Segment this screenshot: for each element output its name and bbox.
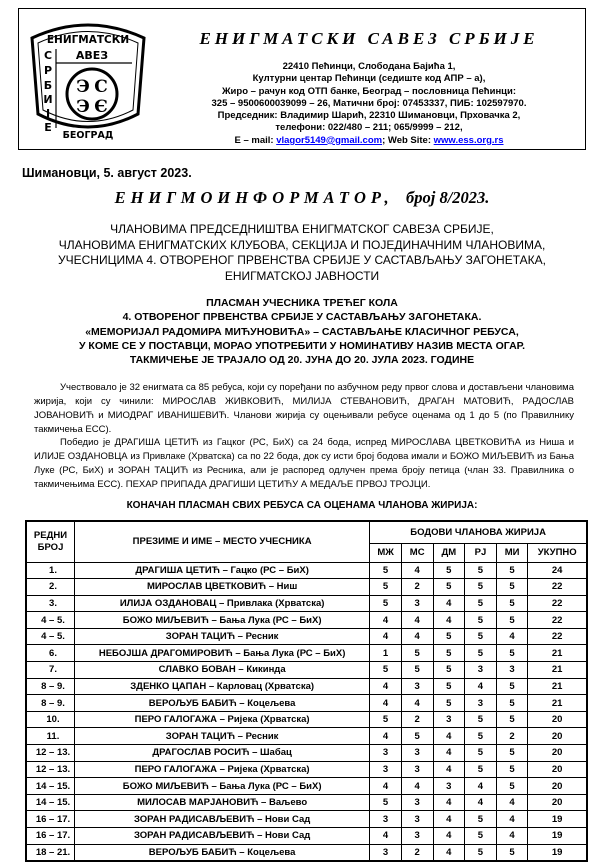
total-cell: 22 [528, 595, 587, 612]
score-cell: 4 [433, 811, 465, 828]
rank-cell: 12 – 13. [26, 745, 75, 762]
participant-cell: ВЕРОЉУБ БАБИЋ – Коцељева [75, 844, 370, 861]
svg-text:С: С [43, 49, 53, 62]
table-title: КОНАЧАН ПЛАСМАН СВИХ РЕБУСА СА ОЦЕНАМА ЧЛАНОВА ЖИРИЈА: [126, 500, 478, 511]
total-cell: 22 [528, 612, 587, 629]
score-cell: 5 [433, 628, 465, 645]
score-cell: 5 [465, 645, 497, 662]
table-row [26, 745, 587, 762]
participant-cell: ЗОРАН ТАЦИЋ – Ресник [75, 728, 370, 745]
table-row [26, 628, 587, 645]
table-row [26, 728, 587, 745]
score-cell: 5 [465, 811, 497, 828]
score-cell: 5 [370, 579, 402, 596]
total-cell: 22 [528, 579, 587, 596]
total-cell: 19 [528, 811, 587, 828]
bank-line: Жиро – рачун код ОТП банке, Београд – пословница Пећинци: [221, 85, 517, 97]
svg-text:АВЕЗ: АВЕЗ [75, 49, 109, 62]
total-cell: 20 [528, 778, 587, 795]
score-cell: 3 [433, 778, 465, 795]
svg-text:Б: Б [43, 79, 53, 92]
rank-cell: 3. [26, 595, 75, 612]
table-row [26, 695, 587, 712]
score-cell: 4 [465, 794, 497, 811]
table-row [26, 778, 587, 795]
points-header: БОДОВИ ЧЛАНОВА ЖИРИЈА [370, 521, 587, 543]
score-cell: 4 [401, 628, 433, 645]
score-cell: 3 [370, 745, 402, 762]
total-cell: 22 [528, 628, 587, 645]
score-cell: 3 [401, 745, 433, 762]
score-cell: 4 [433, 595, 465, 612]
score-cell: 5 [370, 711, 402, 728]
svg-text:И: И [43, 93, 53, 106]
placement-line: У КОМЕ СЕ У ПОСТАВЦИ, МОРАО УПОТРЕБИТИ У НОМИНАТИВУ НАЗИВ МЕСТА ОГАР. [78, 339, 526, 352]
score-cell: 5 [496, 579, 528, 596]
rank-cell: 18 – 21. [26, 844, 75, 861]
score-cell: 3 [370, 811, 402, 828]
svg-text:ЕНИГМАТСКИ: ЕНИГМАТСКИ [46, 34, 130, 46]
score-cell: 4 [433, 794, 465, 811]
score-cell: 5 [465, 844, 497, 861]
total-cell: 20 [528, 745, 587, 762]
rank-cell: 2. [26, 579, 75, 596]
name-header: ПРЕЗИМЕ И ИМЕ – МЕСТО УЧЕСНИКА [75, 521, 370, 562]
total-cell: 20 [528, 761, 587, 778]
document-title [0, 188, 604, 208]
svg-text:Э: Э [76, 77, 90, 97]
svg-text:С: С [94, 77, 108, 97]
table-row [26, 711, 587, 728]
svg-text:БЕОГРАД: БЕОГРАД [62, 130, 114, 141]
score-cell: 1 [370, 645, 402, 662]
score-cell: 5 [465, 761, 497, 778]
email-label: E – mail: [234, 134, 277, 146]
participant-cell: ЗДЕНКО ЦАПАН – Карловац (Хрватска) [75, 678, 370, 695]
table-row [26, 645, 587, 662]
score-cell: 5 [401, 662, 433, 679]
email-link[interactable]: vlagor5149@gmail.com [276, 134, 383, 146]
participant-cell: МИРОСЛАВ ЦВЕТКОВИЋ – Ниш [75, 579, 370, 596]
score-cell: 3 [401, 828, 433, 845]
score-cell: 4 [401, 612, 433, 629]
score-cell: 3 [496, 662, 528, 679]
registry-line: 325 – 9500600039099 – 26, Матични број: 07453337, ПИБ: 102597970. [211, 97, 527, 109]
score-cell: 4 [370, 728, 402, 745]
letterhead [18, 8, 586, 150]
score-cell: 4 [370, 612, 402, 629]
score-cell: 5 [433, 678, 465, 695]
score-cell: 4 [370, 778, 402, 795]
letterhead-text [159, 15, 579, 147]
table-row [26, 612, 587, 629]
rank-cell: 11. [26, 728, 75, 745]
judge-header: РЈ [465, 543, 497, 562]
table-row [26, 811, 587, 828]
score-cell: 5 [496, 645, 528, 662]
score-cell: 3 [401, 678, 433, 695]
score-cell: 3 [370, 844, 402, 861]
score-cell: 5 [433, 562, 465, 579]
score-cell: 4 [401, 695, 433, 712]
score-cell: 5 [496, 612, 528, 629]
placement-heading [0, 296, 604, 367]
participant-cell: ПЕРО ГАЛОГАЖА – Ријека (Хрватска) [75, 761, 370, 778]
score-cell: 4 [465, 678, 497, 695]
rank-header: РЕДНИ БРОЈ [26, 521, 75, 562]
total-cell: 24 [528, 562, 587, 579]
bulletin-name: ЕНИГМОИНФОРМАТОР, [114, 188, 394, 207]
rank-cell: 16 – 17. [26, 811, 75, 828]
svg-text:Є: Є [94, 97, 108, 117]
address-line: 22410 Пећинци, Слободана Бајића 1, [282, 61, 456, 72]
score-cell: 4 [401, 778, 433, 795]
total-header: УКУПНО [528, 543, 587, 562]
score-cell: 5 [433, 645, 465, 662]
svg-text:Е: Е [44, 121, 52, 134]
svg-text:Р: Р [43, 64, 53, 77]
table-header-row [26, 521, 587, 543]
score-cell: 3 [401, 794, 433, 811]
score-cell: 5 [496, 844, 528, 861]
table-row [26, 662, 587, 679]
rank-cell: 6. [26, 645, 75, 662]
participant-cell: ПЕРО ГАЛОГАЖА – Ријека (Хрватска) [75, 711, 370, 728]
score-cell: 5 [496, 695, 528, 712]
total-cell: 21 [528, 662, 587, 679]
rank-cell: 4 – 5. [26, 628, 75, 645]
table-row [26, 562, 587, 579]
phone-line: телефони: 022/480 – 211; 065/9999 – 212, [275, 122, 463, 134]
total-cell: 20 [528, 728, 587, 745]
website-label: ; Web Site: [382, 134, 434, 146]
total-cell: 21 [528, 645, 587, 662]
rank-cell: 14 – 15. [26, 794, 75, 811]
rank-cell: 4 – 5. [26, 612, 75, 629]
score-cell: 5 [465, 612, 497, 629]
total-cell: 21 [528, 678, 587, 695]
score-cell: 4 [401, 562, 433, 579]
results-body [26, 562, 587, 861]
judge-header: МС [401, 543, 433, 562]
svg-text:Э: Э [76, 97, 90, 117]
score-cell: 4 [433, 761, 465, 778]
score-cell: 5 [465, 595, 497, 612]
score-cell: 4 [370, 695, 402, 712]
addressees [0, 222, 604, 284]
rank-cell: 8 – 9. [26, 678, 75, 695]
rank-cell: 8 – 9. [26, 695, 75, 712]
score-cell: 4 [496, 794, 528, 811]
score-cell: 5 [496, 678, 528, 695]
score-cell: 4 [433, 745, 465, 762]
table-row [26, 794, 587, 811]
score-cell: 4 [465, 778, 497, 795]
participant-cell: БОЖО МИЉЕВИЋ – Бања Лука (РС – БиХ) [75, 612, 370, 629]
placement-line: ПЛАСМАН УЧЕСНИКА ТРЕЋЕГ КОЛА [206, 297, 398, 309]
score-cell: 5 [370, 794, 402, 811]
score-cell: 4 [496, 811, 528, 828]
rank-cell: 16 – 17. [26, 828, 75, 845]
issue-number: број 8/2023. [406, 188, 490, 207]
score-cell: 3 [401, 761, 433, 778]
score-cell: 4 [433, 612, 465, 629]
table-row [26, 844, 587, 861]
addressee-line: УЧЕСНИЦИМА 4. ОТВОРЕНОГ ПРВЕНСТВА СРБИЈЕ У САСТАВЉАЊУ ЗАГОНЕТАКА, [58, 253, 546, 267]
table-row [26, 828, 587, 845]
address-line: Културни центар Пећинци (седиште код АПР – а), [252, 73, 486, 85]
score-cell: 2 [401, 579, 433, 596]
score-cell: 4 [433, 828, 465, 845]
score-cell: 5 [496, 761, 528, 778]
participant-cell: ЗОРАН ТАЦИЋ – Ресник [75, 628, 370, 645]
participants-paragraph: Учествовало је 32 енигмата са 85 ребуса, који су поређани по азбучном реду првог слова и достављени члановима жирија, који су чинили: МИРОСЛАВ ЖИВКОВИЋ, МИЛИЈА СТЕВАНОВИЋ, ДРАГАН МАТОВИЋ, РАДОСЛАВ ЈОВАНОВИЋ и МИОДРАГ ИВАНИШЕВИЋ. Чланови жирија су оцењивали ребусе оценама од 1 до 5 (по Правилнику такмичења ЕСС). [34, 382, 574, 435]
participant-cell: ИЛИЈА ОЗДАНОВАЦ – Привлака (Хрватска) [75, 595, 370, 612]
score-cell: 5 [370, 562, 402, 579]
results-table [25, 520, 588, 862]
president-line: Председник: Владимир Шарић, 22310 Шимановци, Прховачка 2, [217, 110, 521, 122]
document-date: Шимановци, 5. август 2023. [22, 166, 192, 180]
total-cell: 20 [528, 711, 587, 728]
association-logo [26, 16, 150, 144]
score-cell: 5 [496, 745, 528, 762]
placement-line: 4. ОТВОРЕНОГ ПРВЕНСТВА СРБИЈЕ У САСТАВЉАЊУ ЗАГОНЕТАКА. [122, 311, 482, 324]
score-cell: 5 [496, 562, 528, 579]
score-cell: 5 [401, 728, 433, 745]
score-cell: 5 [465, 562, 497, 579]
score-cell: 5 [465, 711, 497, 728]
table-row [26, 761, 587, 778]
judge-header: МЖ [370, 543, 402, 562]
score-cell: 3 [401, 595, 433, 612]
total-cell: 19 [528, 844, 587, 861]
rank-cell: 12 – 13. [26, 761, 75, 778]
rank-cell: 1. [26, 562, 75, 579]
score-cell: 5 [496, 778, 528, 795]
participant-cell: МИЛОСАВ МАРЈАНОВИЋ – Ваљево [75, 794, 370, 811]
table-row [26, 595, 587, 612]
score-cell: 5 [401, 645, 433, 662]
score-cell: 2 [496, 728, 528, 745]
rank-cell: 10. [26, 711, 75, 728]
participant-cell: ВЕРОЉУБ БАБИЋ – Коцељева [75, 695, 370, 712]
judge-header: ДМ [433, 543, 465, 562]
total-cell: 20 [528, 794, 587, 811]
participant-cell: ЗОРАН РАДИСАВЉЕВИЋ – Нови Сад [75, 828, 370, 845]
participant-cell: ДРАГОСЛАВ РОСИЋ – Шабац [75, 745, 370, 762]
addressee-line: ЧЛАНОВИМА ПРЕДСЕДНИШТВА ЕНИГМАТСКОГ САВЕЗА СРБИЈЕ, [110, 222, 494, 236]
score-cell: 5 [433, 662, 465, 679]
placement-line: «МЕМОРИЈАЛ РАДОМИРА МИЋУНОВИЋА» – САСТАВЉАЊЕ КЛАСИЧНОГ РЕБУСА, [85, 325, 519, 338]
score-cell: 4 [370, 628, 402, 645]
score-cell: 4 [496, 828, 528, 845]
website-link[interactable]: www.ess.org.rs [433, 134, 504, 146]
contact-line [159, 135, 579, 147]
score-cell: 3 [465, 695, 497, 712]
score-cell: 5 [465, 745, 497, 762]
winners-paragraph: Победио је ДРАГИША ЦЕТИЋ из Гацког (РС, БиХ) са 24 бода, испред МИРОСЛАВА ЦВЕТКОВИЋА из Ниша и ИЛИЈЕ ОЗДАНОВЦА из Привлаке (Хрватска) са по 22 бода, док су исти број бодова имали и БОЖО МИЉЕВИЋ из Бања Луке (РС, БиХ) и ЗОРАН ТАЦИЋ из Ресника, али је распоред одлучен према броју петица (члан 33. Правилника о такмичењима ЕСС). ПЕХАР ПРИПАДА ДРАГИШИ ЦЕТИЋУ А МЕДАЉЕ ПРВОЈ ТРОЈЦИ. [34, 437, 574, 490]
table-row [26, 579, 587, 596]
participant-cell: БОЖО МИЉЕВИЋ – Бања Лука (РС – БиХ) [75, 778, 370, 795]
placement-line: ТАКМИЧЕЊЕ ЈЕ ТРАЈАЛО ОД 20. ЈУНА ДО 20. ЈУЛА 2023. ГОДИНЕ [129, 354, 475, 367]
score-cell: 5 [465, 628, 497, 645]
svg-text:Ј: Ј [45, 107, 51, 120]
judge-header: МИ [496, 543, 528, 562]
score-cell: 4 [496, 628, 528, 645]
score-cell: 3 [465, 662, 497, 679]
score-cell: 5 [496, 711, 528, 728]
table-row [26, 678, 587, 695]
score-cell: 5 [433, 579, 465, 596]
score-cell: 3 [433, 711, 465, 728]
score-cell: 5 [370, 595, 402, 612]
rank-cell: 14 – 15. [26, 778, 75, 795]
score-cell: 4 [433, 728, 465, 745]
rank-cell: 7. [26, 662, 75, 679]
participant-cell: ДРАГИША ЦЕТИЋ – Гацко (РС – БиХ) [75, 562, 370, 579]
total-cell: 19 [528, 828, 587, 845]
participant-cell: НЕБОЈША ДРАГОМИРОВИЋ – Бања Лука (РС – БиХ) [75, 645, 370, 662]
score-cell: 5 [465, 828, 497, 845]
score-cell: 5 [465, 579, 497, 596]
score-cell: 4 [370, 828, 402, 845]
addressee-line: ЧЛАНОВИМА ЕНИГМАТСКИХ КЛУБОВА, СЕКЦИЈА И ПОЈЕДИНАЧНИМ ЧЛАНОВИМА, [58, 237, 546, 252]
score-cell: 5 [496, 595, 528, 612]
participant-cell: ЗОРАН РАДИСАВЉЕВИЋ – Нови Сад [75, 811, 370, 828]
addressee-line: ЕНИГМАТСКОЈ ЈАВНОСТИ [224, 268, 380, 283]
organization-title: ЕНИГМАТСКИ САВЕЗ СРБИЈЕ [199, 29, 539, 48]
score-cell: 5 [433, 695, 465, 712]
score-cell: 3 [401, 811, 433, 828]
total-cell: 21 [528, 695, 587, 712]
score-cell: 3 [370, 761, 402, 778]
score-cell: 2 [401, 711, 433, 728]
score-cell: 4 [370, 678, 402, 695]
participant-cell: СЛАВКО БОВАН – Кикинда [75, 662, 370, 679]
score-cell: 2 [401, 844, 433, 861]
score-cell: 4 [433, 844, 465, 861]
score-cell: 5 [465, 728, 497, 745]
score-cell: 5 [370, 662, 402, 679]
